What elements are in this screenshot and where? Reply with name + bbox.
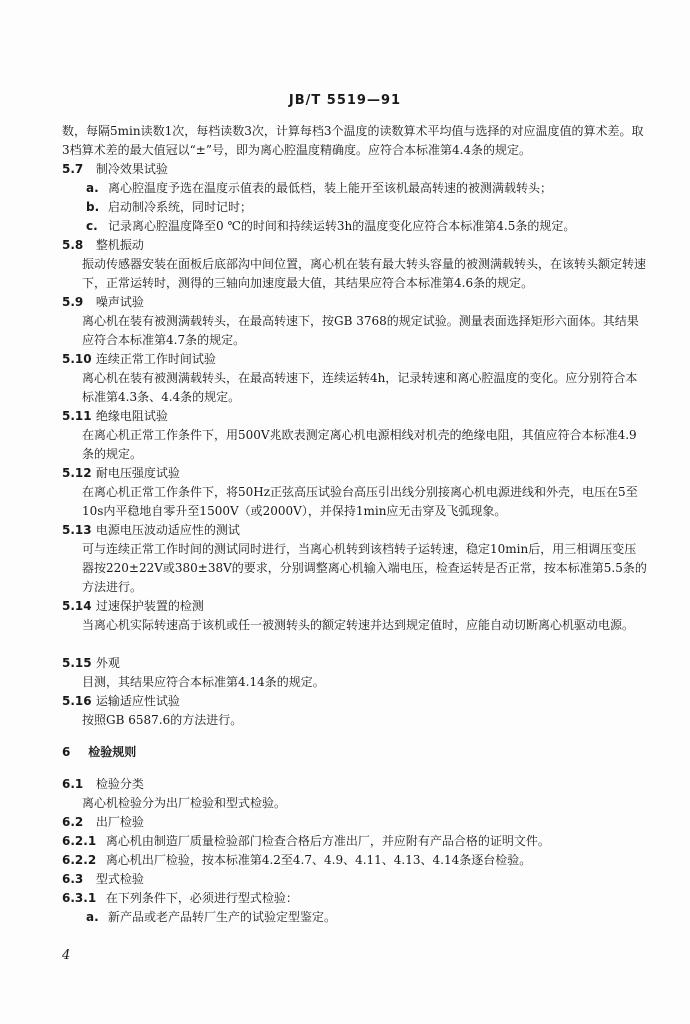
list-text: 记录离心腔温度降至0 ℃的时间和持续运转3h的温度变化应符合本标准第4.5条的规定。 (108, 219, 576, 233)
section-5-8-heading (62, 236, 648, 255)
section-number: 5.15 (62, 656, 92, 670)
section-title: 外观 (95, 656, 120, 670)
section-title: 电源电压波动适应性的测试 (95, 523, 240, 537)
section-number: 6.2.2 (62, 853, 97, 867)
section-text: 在下列条件下，必须进行型式检验： (105, 891, 298, 905)
paragraph-withstand-voltage: 在离心机正常工作条件下，将50Hz正弦高压试验台高压引出线分别接离心机电源进线和外壳，电压在5至10s内平稳地自零升至1500V（或2000V），并保持1min应无击穿及飞弧现象。 (82, 485, 638, 518)
section-number: 5.9 (62, 295, 84, 309)
standard-code-header: JB/T 5519—91 (288, 93, 402, 108)
section-title: 型式检验 (95, 872, 144, 886)
section-number: 5.11 (62, 409, 92, 423)
section-number: 5.13 (62, 523, 92, 537)
list-text: 离心腔温度予选在温度示值表的最低档，装上能开至该机最高转速的被测满载转头； (108, 181, 553, 195)
section-6-2-heading (62, 813, 648, 832)
paragraph-inspection-types: 离心机检验分为出厂检验和型式检验。 (82, 796, 287, 810)
section-5-12-heading (62, 464, 648, 483)
section-number: 5.12 (62, 466, 92, 480)
list-text: 启动制冷系统，同时记时； (108, 200, 253, 214)
section-6-1-heading (62, 775, 648, 794)
paragraph-overspeed: 当离心机实际转速高于该机或任一被测转头的额定转速并达到规定值时，应能自动切断离心机驱动电源。 (82, 618, 635, 632)
list-marker: b. (86, 200, 100, 214)
section-5-16-heading (62, 692, 648, 711)
list-item-b (62, 198, 648, 217)
section-title: 运输适应性试验 (95, 694, 180, 708)
section-5-14-heading (62, 597, 648, 616)
section-text: 离心机出厂检验，按本标准第4.2至4.7、4.9、4.11、4.13、4.14条逐台检验。 (105, 853, 532, 867)
list-item-a (62, 179, 648, 198)
list-marker: a. (86, 181, 99, 195)
list-item-a-type-test (62, 908, 648, 927)
page-number: 4 (62, 948, 71, 963)
section-5-9-heading (62, 293, 648, 312)
section-number: 6.1 (62, 777, 84, 791)
section-number: 6.3.1 (62, 891, 97, 905)
section-number: 5.16 (62, 694, 92, 708)
section-number: 6.2.1 (62, 834, 97, 848)
chapter-number: 6 (62, 745, 71, 759)
section-title: 出厂检验 (95, 815, 144, 829)
section-5-10-heading (62, 350, 648, 369)
section-5-15-heading (62, 654, 648, 673)
section-title: 整机振动 (95, 238, 144, 252)
section-number: 6.2 (62, 815, 84, 829)
spacer (62, 730, 648, 743)
paragraph-voltage-fluctuation: 可与连续正常工作时间的测试同时进行，当离心机转到该档转子运转速，稳定10min后，用三相调压变压器按220±22V或380±38V的要求，分别调整离心机输入端电压，检查运转是否正常，按本标准第5.5条的方法进行。 (82, 542, 647, 594)
section-6-3-heading (62, 870, 648, 889)
paragraph-transport: 按照GB 6587.6的方法进行。 (82, 713, 243, 727)
section-5-11-heading (62, 407, 648, 426)
list-marker: c. (86, 219, 98, 233)
document-body (62, 122, 648, 927)
section-number: 5.7 (62, 162, 84, 176)
chapter-title: 检验规则 (88, 745, 137, 759)
section-6-3-1 (62, 889, 648, 908)
chapter-6-heading (62, 743, 648, 762)
paragraph-temperature-accuracy: 数，每隔5min读数1次，每档读数3次，计算每档3个温度的读数算术平均值与选择的对应温度值的算术差。取3档算术差的最大值冠以“±”号，即为离心腔温度精确度。应符合本标准第4.4条的规定。 (62, 124, 644, 157)
section-title: 绝缘电阻试验 (95, 409, 168, 423)
paragraph-appearance: 目测，其结果应符合本标准第4.14条的规定。 (82, 675, 325, 689)
section-title: 噪声试验 (95, 295, 144, 309)
list-text: 新产品或老产品转厂生产的试验定型鉴定。 (108, 910, 337, 924)
list-item-c (62, 217, 648, 236)
section-title: 连续正常工作时间试验 (95, 352, 216, 366)
section-number: 5.8 (62, 238, 84, 252)
paragraph-noise: 离心机在装有被测满载转头，在最高转速下，按GB 3768的规定试验。测量表面选择矩形六面体。其结果应符合本标准第4.7条的规定。 (82, 314, 639, 347)
paragraph-insulation: 在离心机正常工作条件下，用500V兆欧表测定离心机电源相线对机壳的绝缘电阻，其值应符合本标准4.9条的规定。 (82, 428, 637, 461)
spacer (62, 762, 648, 775)
paragraph-continuous-work: 离心机在装有被测满载转头，在最高转速下，连续运转4h，记录转速和离心腔温度的变化。应分别符合本标准第4.3条、4.4条的规定。 (82, 371, 638, 404)
list-marker: a. (86, 910, 99, 924)
section-number: 6.3 (62, 872, 84, 886)
paragraph-vibration: 振动传感器安装在面板后底部沟中间位置，离心机在装有最大转头容量的被测满载转头，在该转头额定转速下，正常运转时，测得的三轴向加速度最大值，其结果应符合本标准第4.6条的规定。 (82, 257, 647, 290)
section-title: 制冷效果试验 (95, 162, 168, 176)
section-6-2-1 (62, 832, 648, 851)
section-text: 离心机由制造厂质量检验部门检查合格后方准出厂，并应附有产品合格的证明文件。 (105, 834, 550, 848)
section-6-2-2 (62, 851, 648, 870)
section-5-7-heading (62, 160, 648, 179)
section-number: 5.14 (62, 599, 92, 613)
section-5-13-heading (62, 521, 648, 540)
section-title: 检验分类 (95, 777, 144, 791)
section-title: 耐电压强度试验 (95, 466, 180, 480)
section-title: 过速保护装置的检测 (95, 599, 204, 613)
section-number: 5.10 (62, 352, 92, 366)
